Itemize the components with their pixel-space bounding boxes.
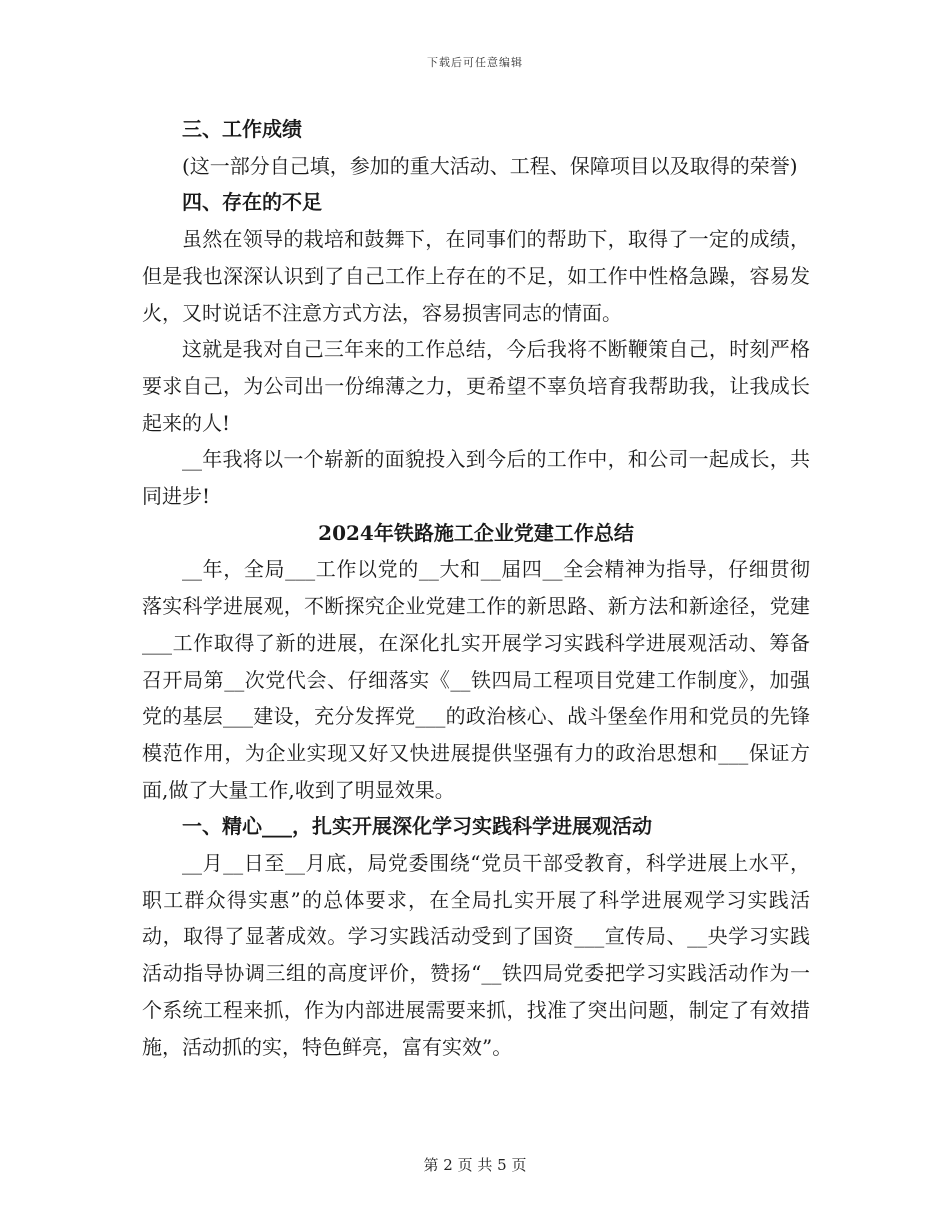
section4-paragraph: 这就是我对自己三年来的工作总结，今后我将不断鞭策自己，时刻严格要求自己，为公司出一份绵薄之力，更希望不辜负培育我帮助我，让我成长起来的人! [142, 337, 810, 435]
article-section1-body: __月__日至__月底，局党委围绕“党员干部受教育，科学进展上水平，职工群众得实惠”的总体要求，在全局扎实开展了科学进展观学习实践活动，取得了显著成效。学习实践活动受到了国资___宣传局、__央学习实践活动指导协调三组的高度评价，赞扬“__铁四局党委把学习实践活动作为一个系统工程来抓，作为内部进展需要来抓，找准了突出问题，制定了有效措施，活动抓的实，特色鲜亮，富有实效”。 [142, 851, 810, 1059]
section4-heading: 四、存在的不足 [182, 190, 322, 215]
page-number: 第 2 页 共 5 页 [423, 1156, 527, 1174]
article-section1-heading: 一、精心___，扎实开展深化学习实践科学进展观活动 [182, 814, 652, 839]
header-note: 下载后可任意编辑 [427, 56, 523, 69]
section4-paragraph: __年我将以一个崭新的面貌投入到今后的工作中，和公司一起成长，共同进步! [142, 447, 810, 509]
section3-heading: 三、工作成绩 [182, 117, 302, 141]
article-title: 2024年铁路施工企业党建工作总结 [318, 520, 634, 545]
document-body [142, 111, 810, 1065]
section4-paragraph: 虽然在领导的栽培和鼓舞下，在同事们的帮助下，取得了一定的成绩，但是我也深深认识到了自己工作上存在的不足，如工作中性格急躁，容易发火，又时说话不注意方式方法，容易损害同志的情面。 [142, 227, 810, 325]
section3-body: (这一部分自己填，参加的重大活动、工程、保障项目以及取得的荣誉) [182, 153, 798, 178]
article-intro: __年，全局___工作以党的__大和__届四__全会精神为指导，仔细贯彻落实科学进展观，不断探究企业党建工作的新思路、新方法和新途径，党建___工作取得了新的进展，在深化扎实开展学习实践科学进展观活动、筹备召开局第__次党代会、仔细落实《__铁四局工程项目党建工作制度》，加强党的基层___建设，充分发挥党___的政治核心、战斗堡垒作用和党员的先锋模范作用，为企业实现又好又快进展提供坚强有力的政治思想和___保证方面,做了大量工作,收到了明显效果。 [142, 557, 810, 802]
